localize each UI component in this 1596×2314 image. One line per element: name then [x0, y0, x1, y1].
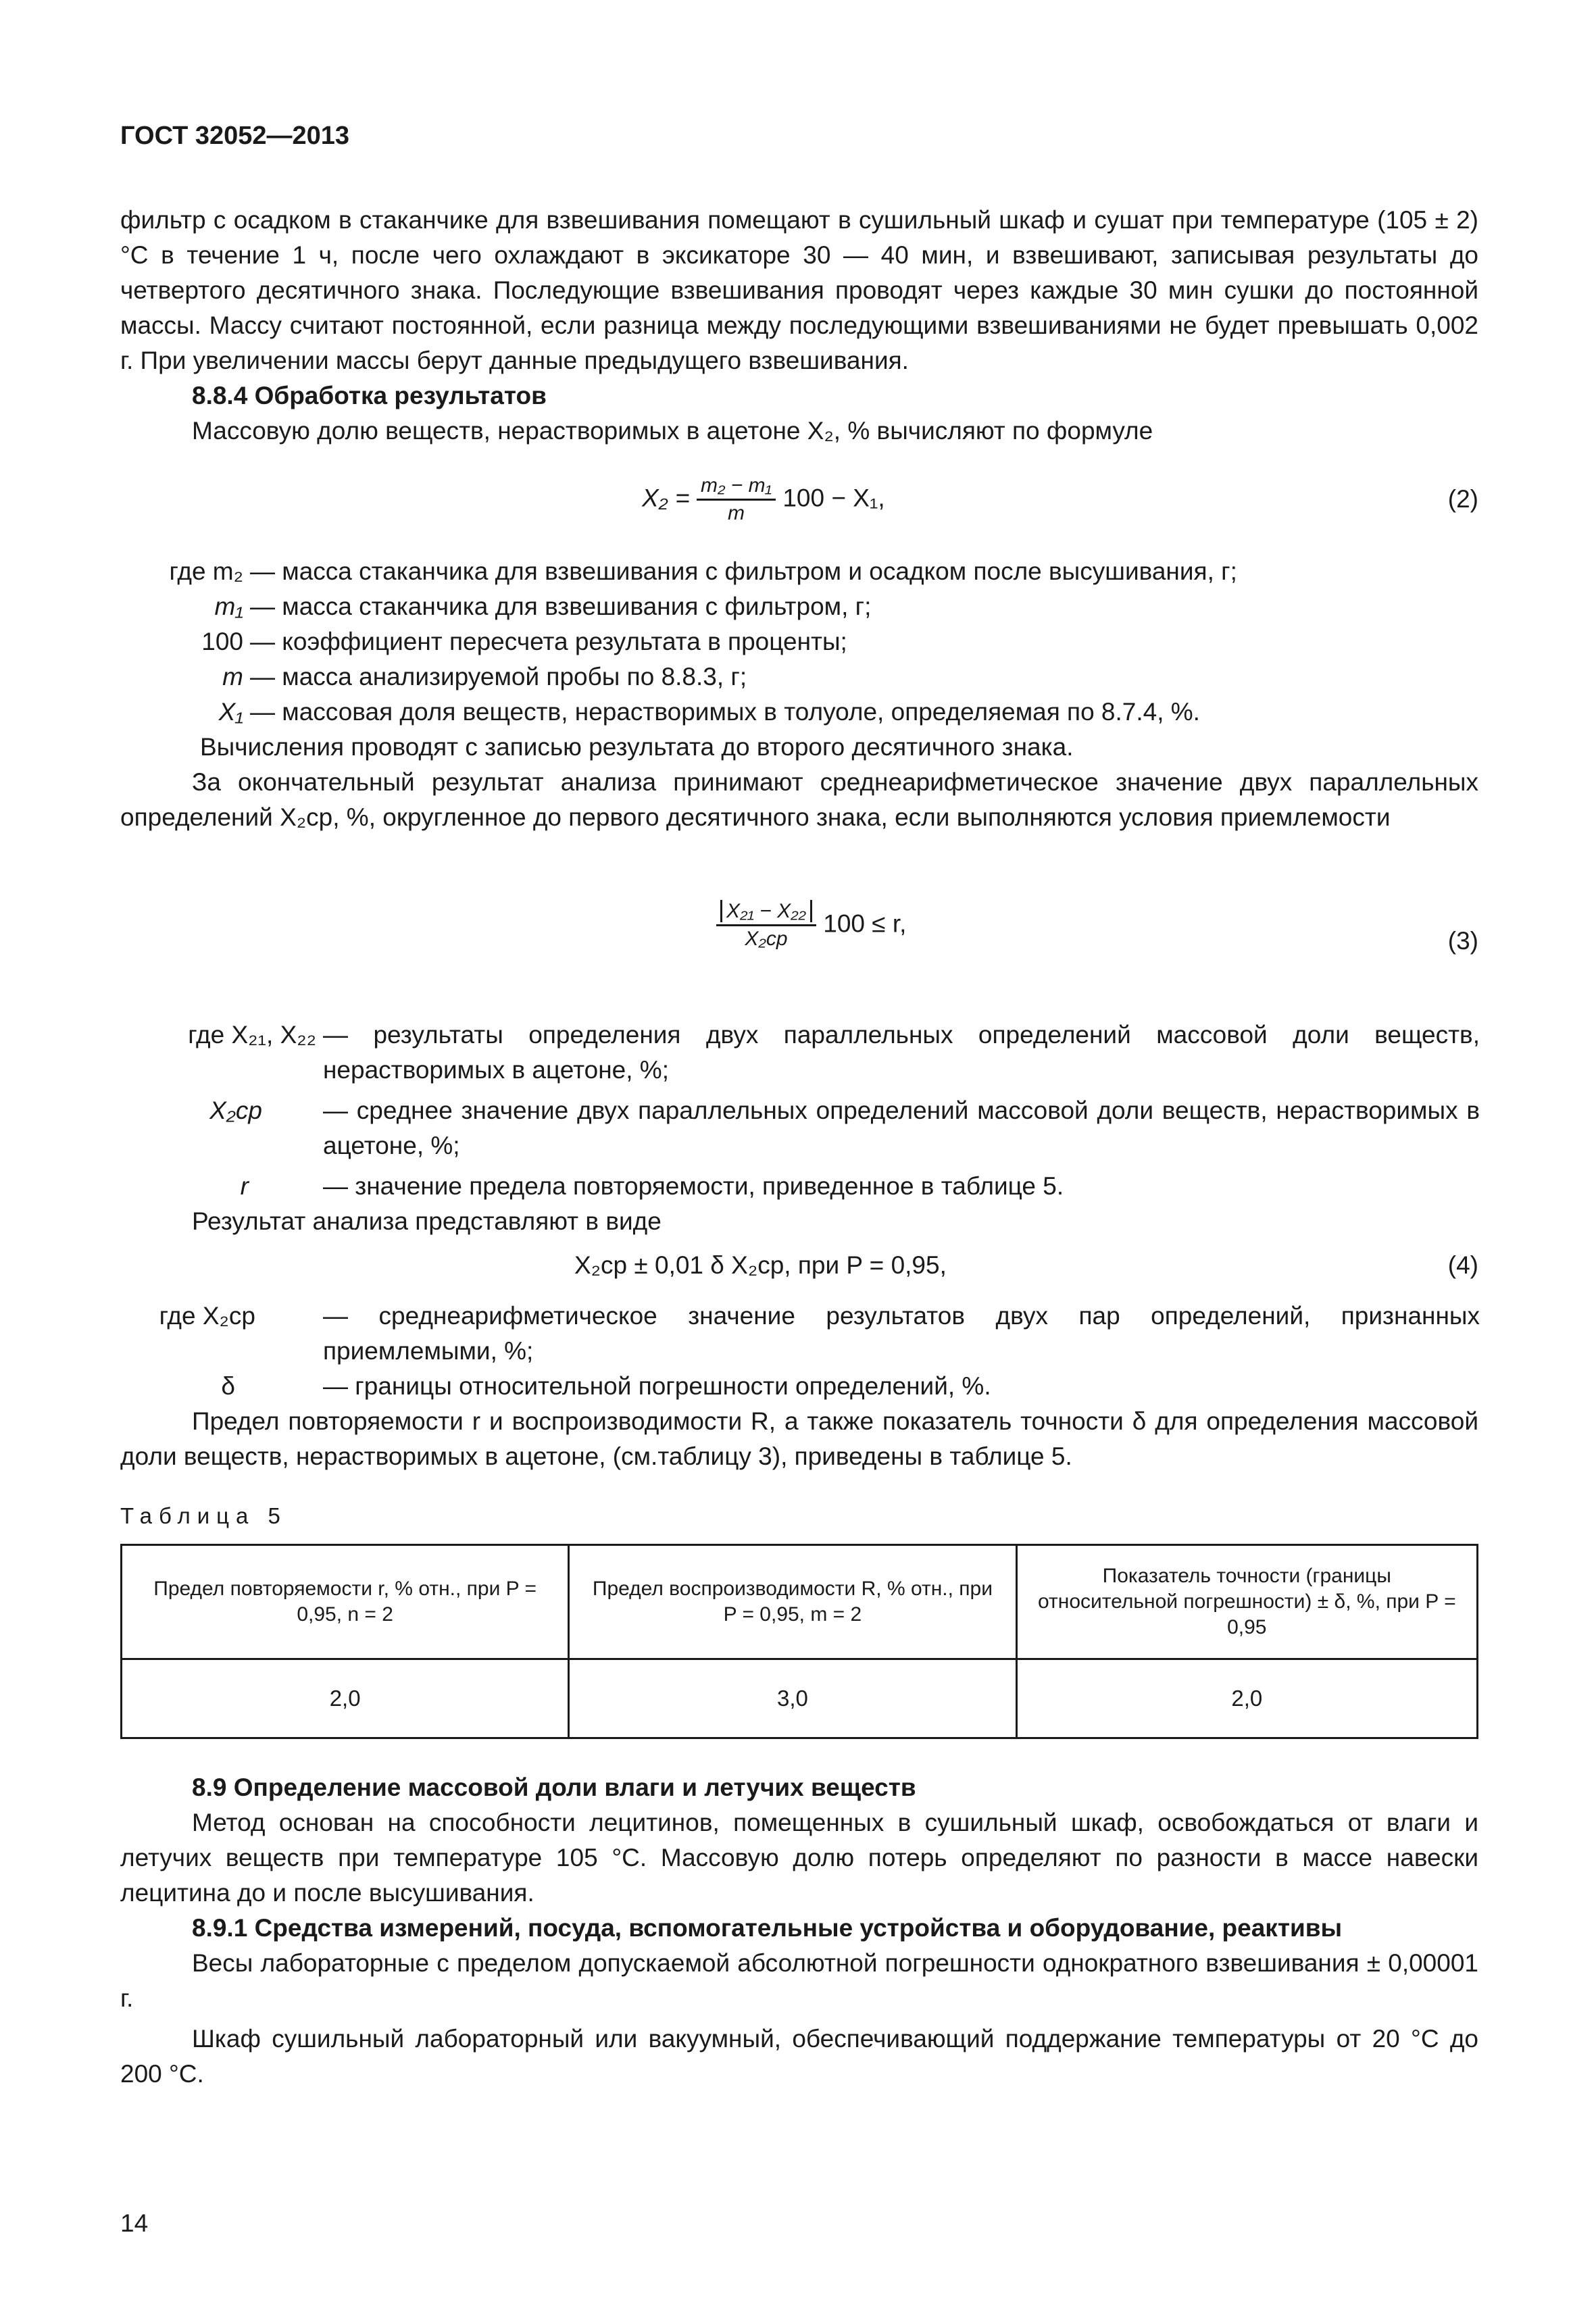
- legend-desc: — результаты определения двух параллельных определений массовой доли веществ, нерастворимых в ацетоне, %;: [323, 1021, 1480, 1084]
- table-header-cell: Предел воспроизводимости R, % отн., при P = 0,95, m = 2: [569, 1545, 1016, 1659]
- equation-4-number: (4): [1447, 1251, 1478, 1279]
- equation-2: [642, 473, 885, 526]
- table-cell: 2,0: [1016, 1659, 1477, 1738]
- legend-term: 100: [201, 628, 243, 655]
- legend-term: X₂ср: [209, 1097, 262, 1124]
- equation-3-rest: 100 ≤ r,: [823, 909, 907, 938]
- legend-term: δ: [221, 1372, 235, 1400]
- legend-desc: — среднее значение двух параллельных определений массовой доли веществ, нерастворимых в ацетоне, %;: [323, 1097, 1480, 1159]
- legend-term: m₁: [214, 593, 243, 620]
- equation-3: [716, 899, 906, 952]
- equation-2-lhs: X₂ =: [642, 484, 690, 512]
- section-heading-8-9-1: 8.9.1 Средства измерений, посуда, вспомогательные устройства и оборудование, реактивы: [192, 1914, 1343, 1942]
- legend-desc: — масса стаканчика для взвешивания с фильтром и осадком после высушивания, г;: [250, 557, 1237, 585]
- equation-3-denominator: X₂ср: [745, 928, 788, 950]
- legend-term: где m₂: [169, 557, 243, 585]
- paragraph-scales: Весы лабораторные с пределом допускаемой абсолютной погрешности однократного взвешивания ± 0,00001 г.: [120, 1949, 1478, 2012]
- paragraph-final-result: За окончательный результат анализа принимают среднеарифметическое значение двух параллельных определений X₂ср, %, округленное до первого десятичного знака, если выполняются условия приемлемости: [120, 768, 1478, 831]
- legend-desc: — массовая доля веществ, нерастворимых в толуоле, определяемая по 8.7.4, %.: [250, 698, 1200, 726]
- section-heading-8-8-4: 8.8.4 Обработка результатов: [192, 382, 547, 409]
- legend-term: m: [222, 663, 243, 690]
- equation-3-fraction: [716, 899, 816, 952]
- legend-term: где X₂ср: [159, 1302, 255, 1330]
- equation-3-number: (3): [1447, 927, 1478, 955]
- legend-desc: — среднеарифметическое значение результатов двух пар определений, признанных приемлемыми, %;: [323, 1302, 1480, 1365]
- equation-2-fraction: [697, 473, 776, 526]
- table-cell: 3,0: [569, 1659, 1016, 1738]
- paragraph-calc-precision: Вычисления проводят с записью результата до второго десятичного знака.: [200, 733, 1074, 761]
- paragraph-limits: Предел повторяемости r и воспроизводимости R, а также показатель точности δ для определения массовой доли веществ, нерастворимых в ацетоне, (см.таблицу 3), приведены в таблице 5.: [120, 1407, 1478, 1470]
- table-row: [122, 1659, 1478, 1738]
- equation-2-rest: 100 − X₁,: [782, 484, 885, 512]
- table-header-cell: Показатель точности (границы относительной погрешности) ± δ, %, при P = 0,95: [1016, 1545, 1477, 1659]
- legend-desc: — коэффициент пересчета результата в проценты;: [250, 628, 847, 655]
- equation-2-number: (2): [1447, 485, 1478, 513]
- equation-3-numerator: X₂₁ − X₂₂: [716, 899, 816, 926]
- equation-2-numerator: m₂ − m₁: [697, 473, 776, 501]
- legend-desc: — масса стаканчика для взвешивания с фильтром, г;: [250, 593, 872, 620]
- equation-2-denominator: m: [728, 502, 745, 524]
- legend-term: r: [240, 1172, 249, 1200]
- paragraph-result-form: Результат анализа представляют в виде: [192, 1207, 662, 1235]
- paragraph-formula-intro: Массовую долю веществ, нерастворимых в ацетоне X₂, % вычисляют по формуле: [192, 417, 1153, 445]
- legend-desc: — границы относительной погрешности определений, %.: [323, 1372, 991, 1400]
- equation-4: X₂ср ± 0,01 δ X₂ср, при P = 0,95,: [574, 1251, 947, 1279]
- section-heading-8-9: 8.9 Определение массовой доли влаги и летучих веществ: [192, 1774, 916, 1801]
- paragraph-drying: фильтр с осадком в стаканчике для взвешивания помещают в сушильный шкаф и сушат при температуре (105 ± 2) °С в течение 1 ч, после чего охлаждают в эксикаторе 30 — 40 мин, и взвешивают, записывая результаты до четвертого десятичного знака. Последующие взвешивания проводят через каждые 30 мин сушки до постоянной массы. Массу считают постоянной, если разница между последующими взвешиваниями не будет превышать 0,002 г. При увеличении массы берут данные предыдущего взвешивания.: [120, 206, 1478, 374]
- document-header: ГОСТ 32052—2013: [120, 122, 350, 150]
- legend-desc: — значение предела повторяемости, приведенное в таблице 5.: [323, 1172, 1064, 1200]
- paragraph-drying-cabinet: Шкаф сушильный лабораторный или вакуумный, обеспечивающий поддержание температуры от 20 °С до 200 °С.: [120, 2025, 1478, 2088]
- table-5: [120, 1544, 1478, 1739]
- legend-term: X₁: [218, 698, 243, 726]
- paragraph-moisture-method: Метод основан на способности лецитинов, помещенных в сушильный шкаф, освобождаться от влаги и летучих веществ при температуре 105 °С. Массовую долю потерь определяют по разности в массе навески лецитина до и после высушивания.: [120, 1809, 1478, 1907]
- table-header-row: [122, 1545, 1478, 1659]
- table-cell: 2,0: [122, 1659, 569, 1738]
- table-header-cell: Предел повторяемости r, % отн., при P = 0,95, n = 2: [122, 1545, 569, 1659]
- legend-desc: — масса анализируемой пробы по 8.8.3, г;: [250, 663, 747, 690]
- table-5-caption: Таблица 5: [120, 1503, 287, 1528]
- page-number: 14: [120, 2209, 149, 2237]
- legend-term: где X₂₁, X₂₂: [188, 1021, 316, 1049]
